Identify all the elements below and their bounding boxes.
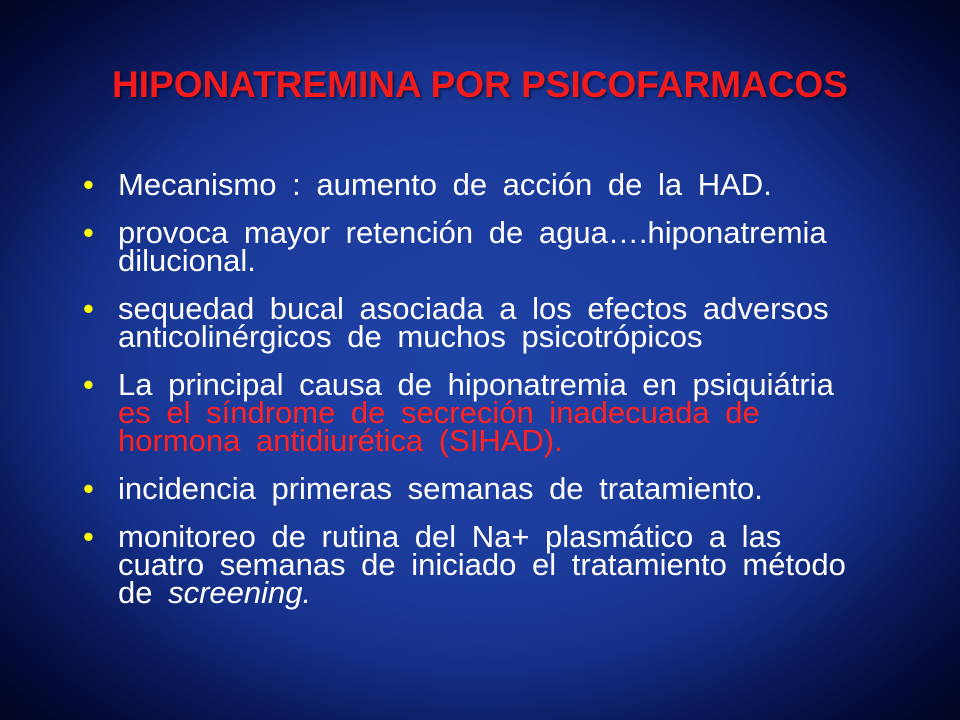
bullet-line: cuatro semanas de iniciado el tratamiento método [118,547,846,582]
bullet-main-cause [83,367,918,458]
bullet-line [118,575,918,610]
slide-title: HIPONATREMINA POR PSICOFARMACOS [112,64,848,105]
bullet-list [83,167,918,610]
bullet-line: dilucional. [118,243,256,278]
bullet-line: incidencia primeras semanas de tratamiento. [118,471,763,506]
bullet-marker: • [83,519,94,554]
bullet-marker: • [83,367,94,402]
italic-term: screening. [168,575,312,610]
highlighted-line: es el síndrome de secreción inadecuada de [118,395,760,430]
bullet-marker: • [83,167,94,202]
plain-text-run: de [118,575,153,610]
bullet-line: Mecanismo : aumento de acción de la HAD. [118,167,772,202]
highlighted-line: hormona antidiurética (SIHAD). [118,423,563,458]
bullet-marker: • [83,215,94,250]
bullet-monitoring [83,519,918,610]
bullet-line: anticolinérgicos de muchos psicotrópicos [118,319,703,354]
bullet-line: provoca mayor retención de agua….hiponatremia [118,215,827,250]
bullet-line: La principal causa de hiponatremia en psiquiátria [118,367,834,402]
bullet-mechanism [83,167,918,202]
bullet-incidence [83,471,918,506]
bullet-dry-mouth [83,291,918,354]
bullet-marker: • [83,471,94,506]
bullet-marker: • [83,291,94,326]
bullet-line: monitoreo de rutina del Na+ plasmático a las [118,519,782,554]
bullet-line: sequedad bucal asociada a los efectos adversos [118,291,829,326]
bullet-water-retention [83,215,918,278]
